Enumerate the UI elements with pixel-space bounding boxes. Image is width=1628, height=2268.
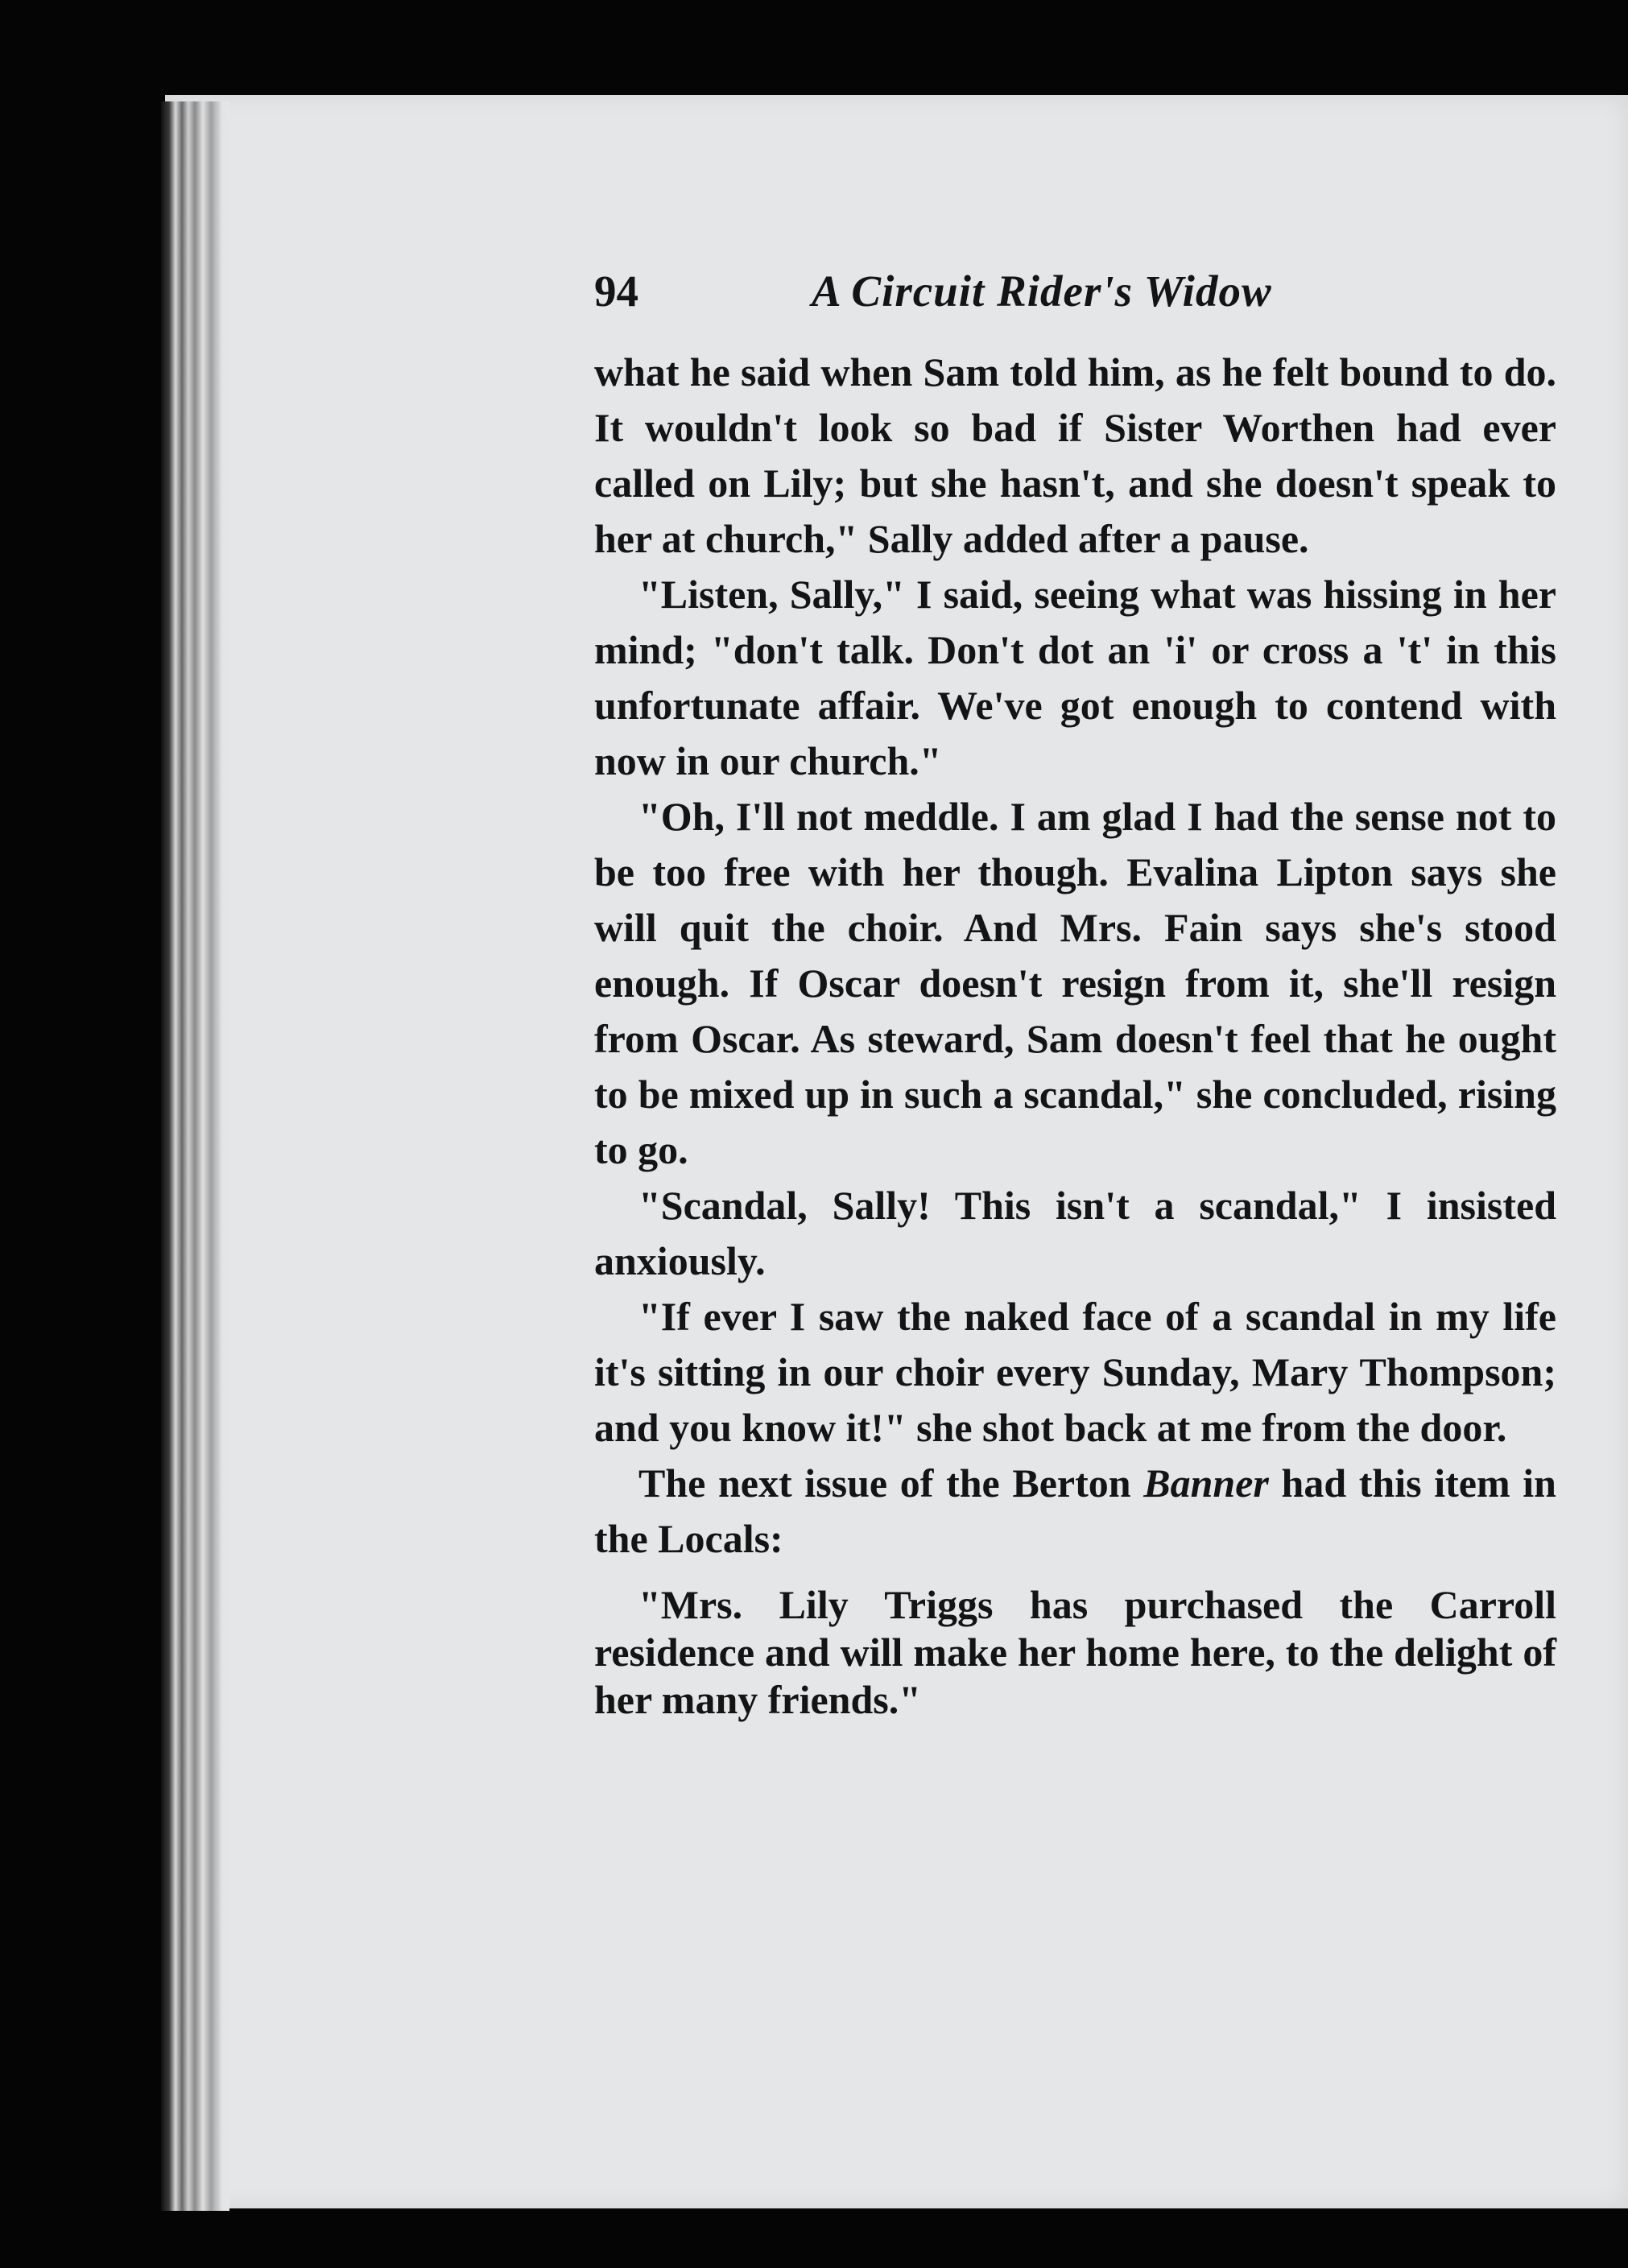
paragraph-text: The next issue of the Berton [638,1460,1144,1506]
quoted-notice: "Mrs. Lily Triggs has purchased the Carroll residence and will make her home here, to the delight of her many friends." [594,1582,1556,1722]
paragraph: "Oh, I'll not meddle. I am glad I had the sense not to be too free with her though. Evalina Lipton says she will quit the choir. And Mrs. Fain says she's stood enough. If Oscar doesn't resign from it, she'll resign from Oscar. As steward, Sam doesn't feel that he ought to be mixed up in such a scandal," she concluded, rising to go. [594,794,1556,1172]
paragraph [594,1456,1556,1567]
paragraph-text: had this item in the Locals: [594,1460,1556,1561]
book-binding-edge [161,101,229,2211]
paragraph: "Scandal, Sally! This isn't a scandal," I insisted anxiously. [594,1183,1556,1283]
body-text [594,345,1556,1724]
paragraph: "Listen, Sally," I said, seeing what was hissing in her mind; "don't talk. Don't dot an 'i' or cross a 't' in this unfortunate affair. We've got enough to contend with now in our church." [594,572,1556,783]
running-head [594,266,1560,330]
paragraph: what he said when Sam told him, as he felt bound to do. It wouldn't look so bad if Sister Worthen had ever called on Lily; but she hasn't, and she doesn't speak to her at church," Sally added after a pause. [594,349,1556,561]
page-number: 94 [594,266,638,316]
running-title: A Circuit Rider's Widow [812,266,1272,316]
paragraph: "If ever I saw the naked face of a scandal in my life it's sitting in our choir every Sunday, Mary Thompson; and you know it!" she shot back at me from the door. [594,1294,1556,1450]
newspaper-name: Banner [1143,1460,1269,1506]
